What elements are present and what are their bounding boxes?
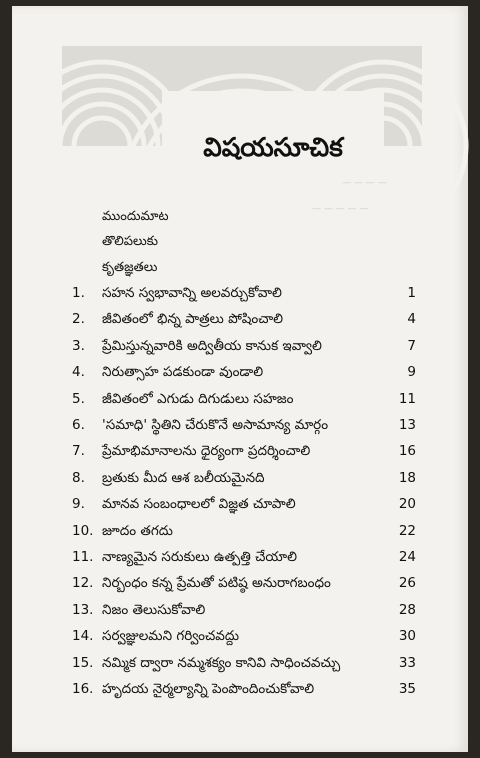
toc-entry-page: 24: [398, 549, 416, 565]
decorative-arc-banner: [62, 46, 422, 163]
toc-entry-number: 6.: [72, 417, 85, 433]
toc-entry-title: హృదయ నైర్మల్యాన్ని పెంపొందించుకోవాలి: [102, 681, 315, 697]
toc-entry[interactable]: [12, 338, 468, 360]
toc-entry-title: నిర్బంధం కన్న ప్రేమతో పటిష్ఠ అనురాగబంధం: [102, 575, 331, 592]
toc-entry[interactable]: [12, 470, 468, 492]
toc-entry-title: సహన స్వభావాన్ని అలవర్చుకోవాలి: [102, 285, 282, 301]
toc-entry[interactable]: [12, 417, 468, 439]
toc-entry[interactable]: [12, 523, 468, 545]
toc-entry-title: నిజం తెలుసుకోవాలి: [102, 601, 206, 618]
toc-entry-number: 2.: [72, 311, 85, 328]
toc-entry-number: 9.: [72, 496, 85, 513]
toc-entry-title: సర్వజ్ఞులమని గర్వించవద్దు: [102, 628, 240, 645]
front-matter-item[interactable]: తొలిపలుకు: [102, 234, 159, 249]
front-matter-item[interactable]: కృతజ్ఞతలు: [102, 260, 158, 275]
front-matter-item[interactable]: ముందుమాట: [102, 209, 169, 224]
toc-entry-number: 7.: [72, 443, 85, 460]
toc-entry-page: 26: [398, 575, 416, 592]
toc-entry[interactable]: [12, 549, 468, 571]
toc-entry-title: నాణ్యమైన సరుకులు ఉత్పత్తి చేయాలి: [102, 549, 297, 565]
toc-entry[interactable]: [12, 681, 468, 703]
toc-entry-title: 'సమాధి' స్థితిని చేరుకొనే అసామాన్య మార్గం: [102, 417, 329, 433]
toc-entry[interactable]: [12, 364, 468, 386]
toc-entry-number: 5.: [72, 390, 85, 407]
toc-entry-title: జూదం తగదు: [102, 522, 173, 539]
toc-entry[interactable]: [12, 655, 468, 677]
toc-entry-title: బ్రతుకు మీద ఆశ బలీయమైనది: [102, 469, 265, 486]
toc-entry[interactable]: [12, 311, 468, 333]
toc-entry-number: 11.: [72, 549, 94, 565]
toc-entry-number: 10.: [72, 522, 94, 539]
toc-entry[interactable]: [12, 602, 468, 624]
toc-entry-title: జీవితంలో భిన్న పాత్రలు పోషించాలి: [102, 311, 284, 328]
toc-entry-page: 7: [407, 337, 416, 354]
bleed-through-text: — — — — —: [312, 204, 369, 214]
toc-entry-number: 3.: [72, 337, 85, 354]
toc-entry-page: 9: [407, 364, 416, 381]
toc-entry-title: నమ్మిక ద్వారా నమ్మశక్యం కానివి సాధించవచ్చు: [102, 654, 341, 671]
toc-entry-number: 16.: [72, 681, 94, 697]
toc-entry-title: ప్రేమాభిమానాలను ధైర్యంగా ప్రదర్శించాలి: [102, 443, 311, 460]
toc-entry-page: 11: [398, 390, 416, 407]
toc-entry-page: 35: [398, 681, 416, 697]
toc-entry[interactable]: [12, 285, 468, 307]
toc-entry-page: 28: [398, 601, 416, 618]
toc-entry-number: 4.: [72, 364, 85, 381]
toc-entry[interactable]: [12, 628, 468, 650]
toc-entry[interactable]: [12, 391, 468, 413]
toc-entry-page: 4: [407, 311, 416, 328]
toc-entry-number: 8.: [72, 469, 85, 486]
toc-entry-title: ప్రేమిస్తున్నవారికి అద్వితీయ కానుక ఇవ్వాలి: [102, 337, 322, 354]
toc-entry-number: 12.: [72, 575, 94, 592]
toc-entry-page: 20: [398, 496, 416, 513]
toc-entry-title: జీవితంలో ఎగుడు దిగుడులు సహజం: [102, 390, 294, 407]
bleed-through-text: — — — —: [342, 178, 387, 188]
toc-entry-page: 22: [398, 522, 416, 539]
toc-entry-page: 1: [407, 285, 416, 301]
toc-entry-page: 18: [398, 469, 416, 486]
toc-entry-page: 30: [398, 628, 416, 645]
toc-entry-page: 33: [398, 654, 416, 671]
toc-entry-number: 15.: [72, 654, 94, 671]
book-page: [12, 6, 468, 752]
toc-entry-title: మానవ సంబంధాలలో విజ్ఞత చూపాలి: [102, 496, 296, 513]
toc-entry[interactable]: [12, 443, 468, 465]
title-box: [162, 91, 384, 186]
toc-entry[interactable]: [12, 496, 468, 518]
toc-entry-number: 14.: [72, 628, 94, 645]
toc-entry-title: నిరుత్సాహ పడకుండా వుండాలి: [102, 364, 264, 381]
toc-entry[interactable]: [12, 575, 468, 597]
toc-entry-page: 16: [398, 443, 416, 460]
toc-entry-page: 13: [398, 417, 416, 433]
page-title: విషయసూచిక: [203, 133, 343, 163]
toc-entry-number: 1.: [72, 285, 85, 301]
toc-entry-number: 13.: [72, 601, 94, 618]
